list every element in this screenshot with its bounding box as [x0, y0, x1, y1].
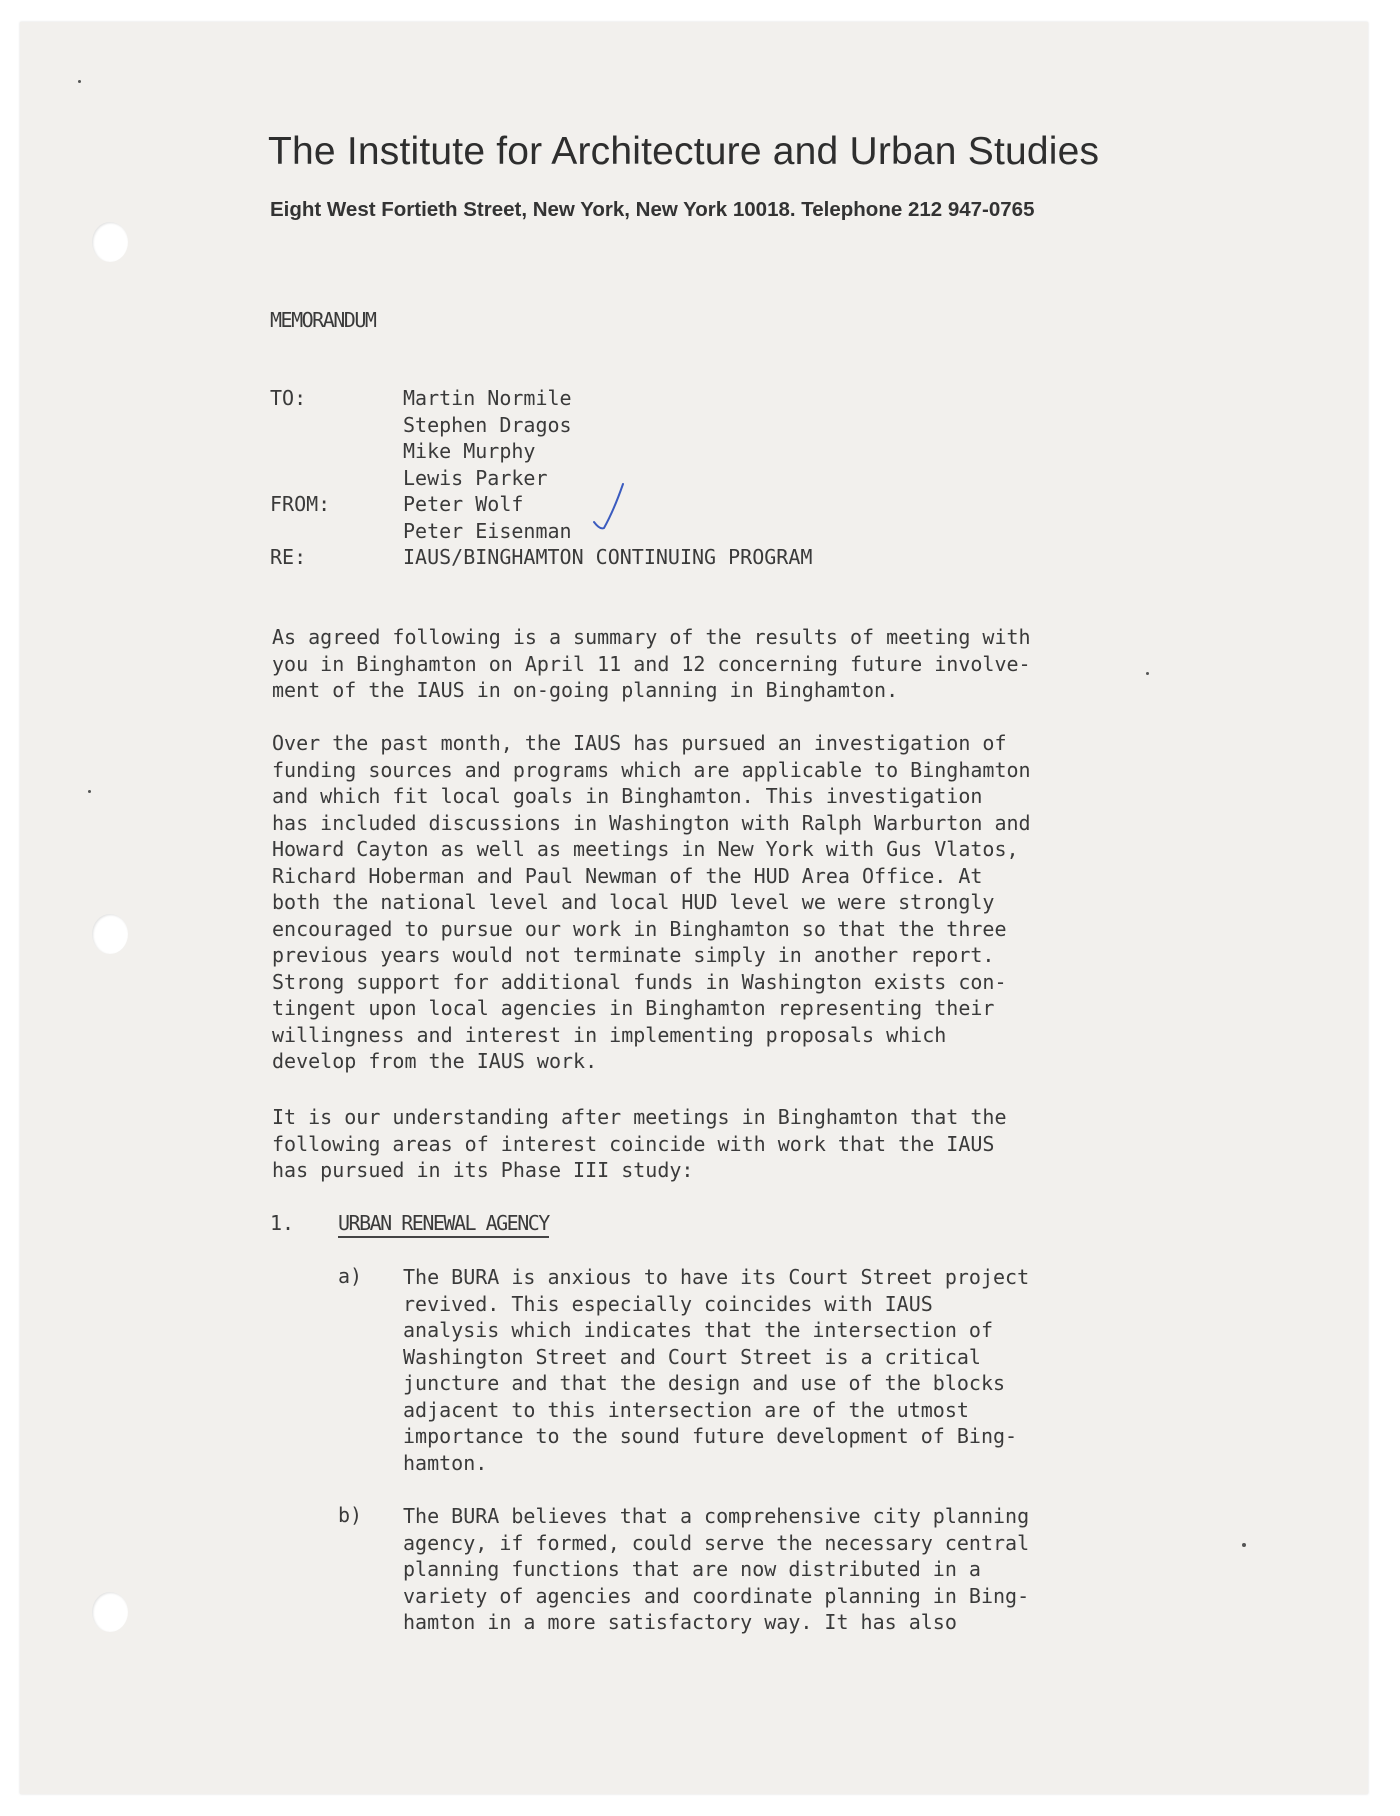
re-label: RE: — [270, 545, 307, 569]
paper-speck — [1242, 1543, 1246, 1547]
item-text: The BURA believes that a comprehensive city planning agency, if formed, could serve the necessary central planning functions that are now distributed in a variety of agencies and coordinate planning in Bing- hamton in a more satisfactory way. It has also — [403, 1504, 1030, 1634]
letterhead-org-name: The Institute for Architecture and Urban Studies — [268, 130, 1100, 173]
to-recipient: Martin Normile — [403, 386, 572, 410]
to-recipient: Lewis Parker — [403, 465, 548, 490]
paper-speck — [1146, 672, 1149, 675]
to-recipient: Stephen Dragos — [403, 412, 572, 437]
section-title: URBAN RENEWAL AGENCY — [338, 1211, 549, 1238]
body-paragraph: Over the past month, the IAUS has pursued an investigation of funding sources and programs which are applicable to Binghamton and which fit local goals in Binghamton. This investigation has included discussions in Washington with Ralph Warburton and Howard Cayton as well as meetings in New York with Gus Vlatos, Richard Hoberman and Paul Newman of the HUD Area Office. At both the national level and local HUD level we were strongly encouraged to pursue our work in Binghamton so that the three previous years would not terminate simply in another report. Strong support for additional funds in Washington exists con- tingent upon local agencies in Binghamton representing their willingness and interest in implementing proposals which develop from the IAUS work. — [272, 731, 1031, 1073]
memo-label: MEMORANDUM — [270, 308, 376, 332]
punch-hole — [92, 914, 128, 954]
punch-hole — [92, 1592, 128, 1632]
from-sender: Peter Wolf — [403, 492, 524, 516]
to-recipient: Mike Murphy — [403, 439, 536, 463]
item-label: a) — [338, 1264, 363, 1288]
re-subject: IAUS/BINGHAMTON CONTINUING PROGRAM — [403, 545, 813, 569]
from-label: FROM: — [270, 492, 331, 516]
punch-hole — [92, 222, 128, 262]
to-label: TO: — [270, 386, 307, 410]
from-sender: Peter Eisenman — [403, 518, 572, 543]
item-label: b) — [338, 1503, 363, 1527]
paper-speck — [78, 80, 81, 83]
body-paragraph: As agreed following is a summary of the results of meeting with you in Binghamton on April 11 and 12 concerning future involve- ment of the IAUS in on-going planning in Binghamton. — [272, 625, 1031, 702]
check-mark-icon — [592, 480, 626, 534]
paper-speck — [88, 790, 91, 793]
section-number: 1. — [270, 1211, 295, 1235]
letterhead-address: Eight West Fortieth Street, New York, New York 10018. Telephone 212 947-0765 — [270, 198, 1035, 221]
item-text: The BURA is anxious to have its Court Street project revived. This especially coincides with IAUS analysis which indicates that the intersection of Washington Street and Court Street is a critical juncture and that the design and use of the blocks adjacent to this intersection are of the utmost importance to the sound future development of Bing- hamton. — [403, 1265, 1030, 1475]
body-paragraph: It is our understanding after meetings in Binghamton that the following areas of interest coincide with work that the IAUS has pursued in its Phase III study: — [272, 1105, 1007, 1182]
